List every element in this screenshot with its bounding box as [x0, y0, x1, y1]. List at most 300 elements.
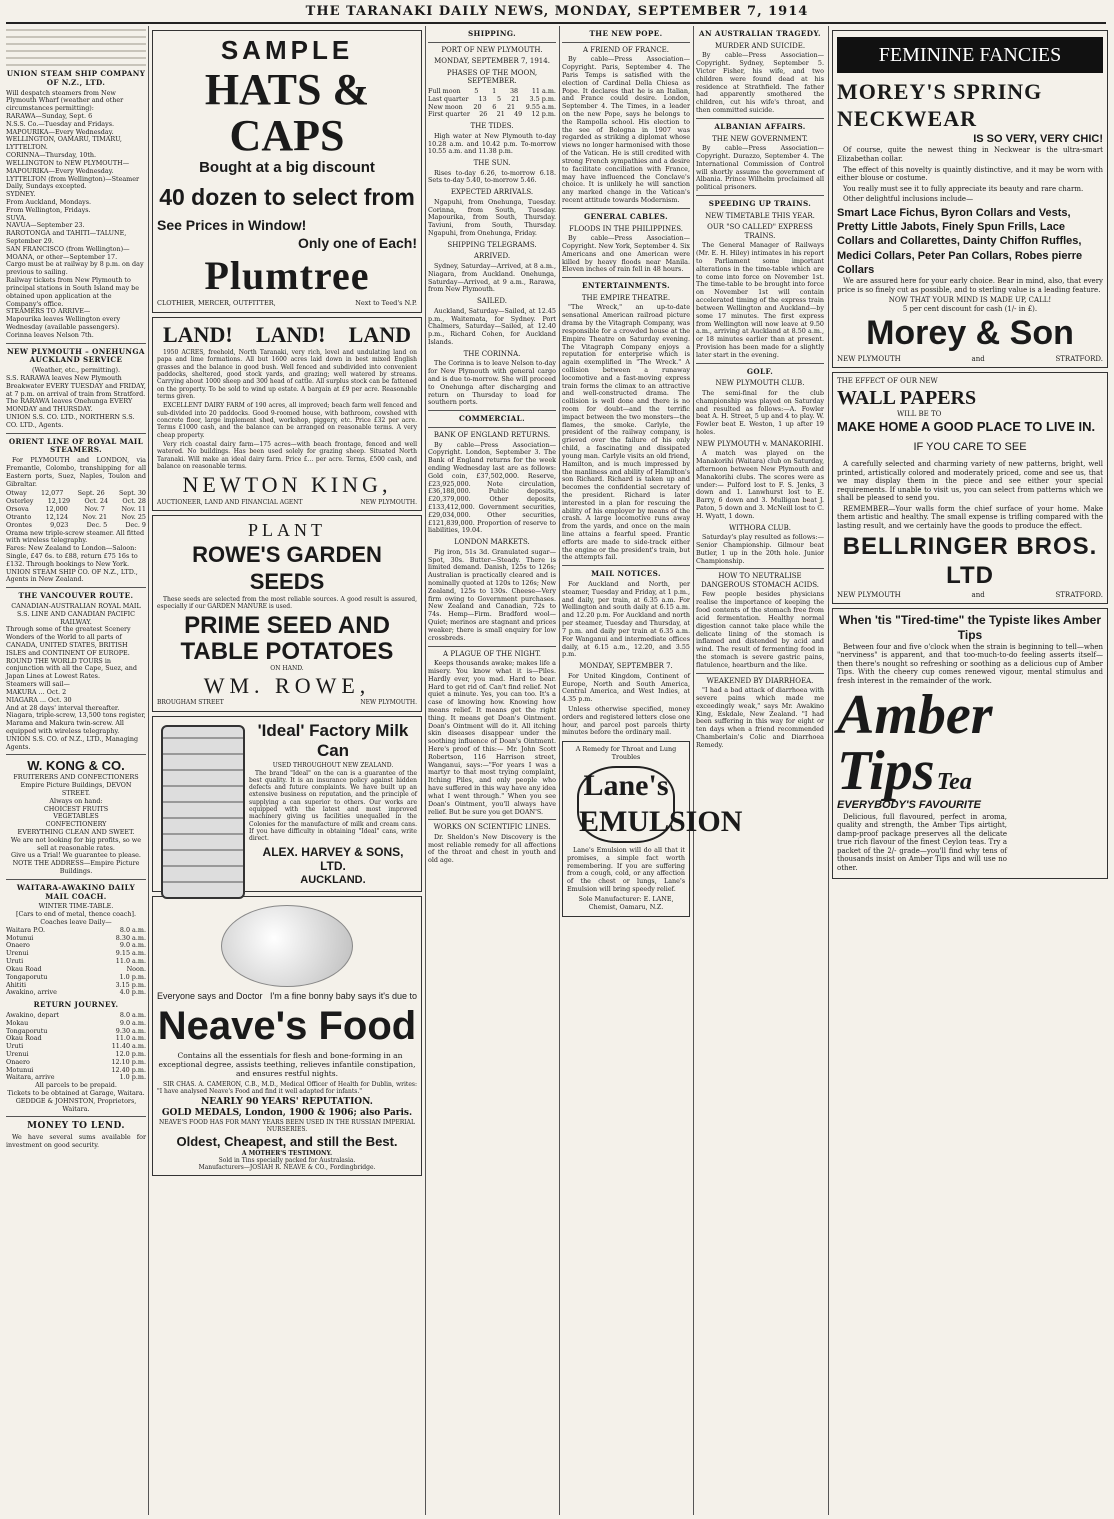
- general-heading: GENERAL CABLES.: [583, 211, 669, 221]
- neave-ad: [152, 896, 422, 1176]
- bellringer-sub: [837, 591, 1103, 600]
- empire-heading: THE EMPIRE THEATRE.: [581, 293, 671, 302]
- express-heading: OUR "SO CALLED" EXPRESS TRAINS.: [707, 223, 813, 240]
- smart-list: Smart Lace Fichus, Byron Collars and Vests, Pretty Little Jabots, Finely Spun Frills, Lace Collars and Collarettes, Dainty Chiffon Ruffles, Medici Collars, Peter Pan Collars, Robes pierre Collars: [837, 206, 1083, 276]
- land-paragraph: 1950 ACRES, freehold, North Taranaki, very rich, level and undulating land on papa and lime formations. All but 1600 acres laid down in best mixed English grasses and the balance in good bush. Well fenced and subdivided into convenient paddocks, sheltered, good stock yards, and grazing; well watered by streams. Carrying about 1000 sheep and 300 head of cattle. All surplus stock can be fattened on the property. To be sold to wind up estate. A bargain at £9 per acre. Reasonable terms given.: [157, 349, 417, 401]
- amber-paragraph: Between four and five o'clock when the strain is beginning to tell—when "nerviness" is apparent, and that too-much-to-do feeling asserts itself—then there's nought so refreshing or soothing as a delicious cup of Amber Tips. With the cheery cup comes renewed vigour, mental stimulus and fresh interest in the remainder of the work.: [837, 642, 1103, 685]
- list-item: SAN FRANCISCO (from Wellington)—MOANA, or other—September 17.: [6, 244, 130, 261]
- rowe-town: NEW PLYMOUTH.: [360, 699, 417, 707]
- monday-paragraph: For United Kingdom, Continent of Europe, North and South America, Central America, and West Indies, at 4.35 p.m.: [562, 671, 690, 704]
- table-cell: 8.30 a.m.: [115, 933, 146, 942]
- table-cell: Noon.: [126, 964, 146, 973]
- plumtree-address: Next to Teed's N.P.: [355, 299, 417, 308]
- and-word: and: [971, 354, 985, 363]
- union-title: UNION STEAM SHIP COMPANY OF N.Z., LTD.: [6, 69, 146, 87]
- vancouver-sub: CANADIAN-AUSTRALIAN ROYAL MAIL S.S. LINE AND CANADIAN PACIFIC RAILWAY.: [11, 601, 141, 626]
- sailed-paragraph: Auckland, Saturday—Sailed, at 12.45 p.m., Waitemata, for Sydney. Port Chalmers, Saturday—Sailed, at 12.40 p.m., Richard Cohen, for Auckland Islands.: [428, 306, 556, 346]
- table-cell: 5: [474, 86, 479, 95]
- table-cell: 9.0 a.m.: [119, 941, 146, 950]
- table-cell: 12,077: [41, 489, 64, 498]
- everyone-says: Everyone says and Doctor: [157, 991, 263, 1002]
- withora-heading: WITHORA CLUB.: [729, 523, 791, 532]
- list-item: Always on hand:: [49, 796, 103, 805]
- list-item: MAPOURIKA—Every Wednesday.: [6, 127, 114, 136]
- table-cell: Awakino, depart: [6, 1010, 59, 1019]
- new-pope-heading: THE NEW POPE.: [589, 29, 663, 38]
- table-cell: Uruti: [6, 957, 24, 966]
- bank-heading: BANK OF ENGLAND RETURNS.: [433, 430, 551, 439]
- remember-paragraph: REMEMBER—Your walls form the chief surface of your home. Make them artistic and healthy. The small expense is trifling compared with the lasting result, and we certainly have the goods to produce the effect.: [837, 504, 1103, 530]
- morey-paragraph: The effect of this novelty is quaintly distinctive, and it may be worn with either blouse or costume.: [837, 165, 1103, 183]
- ideal-sub: USED THROUGHOUT NEW ZEALAND.: [272, 762, 394, 770]
- newton-sub: [157, 499, 417, 506]
- list-item: GEDDGE & JOHNSTON, Proprietors, Waitara.: [15, 1096, 137, 1113]
- plumtree-sub: [157, 300, 417, 308]
- column-shipping-news: [428, 26, 556, 1516]
- rowes-paragraph: These seeds are selected from the most reliable sources. A good result is assured, especially if our GARDEN MANURE is used.: [157, 595, 417, 611]
- table-cell: Oct. 28: [122, 497, 146, 506]
- land-paragraph: EXCELLENT DAIRY FARM of 190 acres, all improved; beach farm well fenced and sub-divided into 20 paddocks. Good 9-roomed house, with bathroom, cowshed with concrete floor, large implement shed, workshop, piggery, etc. Price £32 per acre. Terms £1000 cash, and the balance can be arranged on reasonable terms. A very cheap property.: [157, 402, 417, 439]
- floods-paragraph: By cable—Press Association—Copyright. New York, September 4. Six Americans and one American were killed by heavy floods near Manila. Eleven inches of rain fell in 48 hours.: [562, 234, 690, 274]
- timetable-heading: NEW TIMETABLE THIS YEAR.: [705, 211, 815, 220]
- lanes-ad: [562, 741, 743, 916]
- column-rule: [828, 26, 829, 1515]
- table-cell: 26: [479, 110, 488, 119]
- milk-can-illustration: [161, 725, 245, 899]
- table-cell: 12.0 p.m.: [115, 1049, 146, 1058]
- table-cell: Nov. 21: [82, 512, 108, 521]
- table-cell: 12,000: [45, 505, 68, 514]
- neave-slogan: [157, 991, 417, 1002]
- bonny-baby: I'm a fine bonny baby says it's due to: [269, 991, 417, 1002]
- table-cell: Sept. 30: [118, 489, 146, 498]
- table-cell: 13: [478, 94, 487, 103]
- wkong-title: W. KONG & CO.: [27, 758, 125, 774]
- ideal-title: 'Ideal' Factory Milk Can: [257, 720, 409, 761]
- prime-heading: PRIME SEED AND TABLE POTATOES: [180, 611, 394, 665]
- list-item: RARAWA—Sunday, Sept. 6: [6, 112, 93, 120]
- rowes-heading: ROWE'S GARDEN SEEDS: [192, 542, 382, 595]
- wallpapers-heading: WALL PAPERS: [837, 386, 977, 409]
- hats-heading: HATS & CAPS: [204, 64, 370, 160]
- table-row: [428, 111, 556, 119]
- list-item: LYTTELTON (from Wellington)—Steamer Daily, Sundays excepted.: [6, 174, 140, 191]
- waitara-title: WAITARA-AWAKINO DAILY MAIL COACH.: [16, 882, 136, 901]
- tides-heading: THE TIDES.: [470, 122, 514, 131]
- list-item: Orama new triple-screw steamer. All fitted with wireless telegraphy.: [6, 528, 145, 545]
- table-cell: Waitara, arrive: [6, 1073, 55, 1082]
- table-cell: Dec. 9: [125, 520, 146, 529]
- oldest: Oldest, Cheapest, and still the Best.: [176, 1133, 398, 1149]
- table-cell: 11 a.m.: [531, 86, 556, 95]
- table-cell: Urenui: [6, 949, 29, 958]
- table-cell: 9.30 a.m.: [115, 1026, 146, 1035]
- arrived-heading: ARRIVED.: [473, 252, 511, 261]
- express-paragraph: The General Manager of Railways (Mr. E. H. Hiley) intimates in his report to Parliament some important alterations in the time-table which are to come into force on November 1st. The time-table to be brought into force on November 1st will contain accelerated timing of the express train between Wellington and Auckland—by some 17 minutes. The first express from Wellington will now leave at 9.50 a.m., arriving at Auckland at 8.50 a.m., or 18 minutes earlier than at present. Provision has been made for a slightly later start in the evening.: [696, 241, 824, 359]
- expected-heading: EXPECTED ARRIVALS.: [450, 188, 534, 197]
- return-table: [6, 1012, 146, 1082]
- table-cell: First quarter: [428, 110, 470, 119]
- hats-ad: [152, 30, 422, 313]
- tides-paragraph: High water at New Plymouth to-day 10.28 a.m. and 10.42 p.m. To-morrow 10.55 a.m. and 11.38 p.m.: [428, 131, 556, 156]
- table-cell: 38: [509, 86, 519, 95]
- list-item: RAROTONGA and TAHITI—TALUNE, September 29.: [6, 229, 127, 245]
- list-item: CHOICEST FRUITS: [43, 804, 109, 813]
- vancouver-title: THE VANCOUVER ROUTE.: [18, 591, 134, 601]
- table-cell: 9,023: [50, 520, 69, 529]
- table-cell: Dec. 5: [86, 520, 108, 529]
- sun-heading: THE SUN.: [473, 159, 511, 168]
- markets-paragraph: Pig iron, 51s 3d. Granulated sugar—Spot, 30s. Butter—Steady. There is limited demand. Danish, 125s to 126s; Australian is practically cleared and is nominally quoted at 120s to 126s; New Zealand, 125s to 130s. Cheese—Very firm owing to Government purchases. New Zealand and Canadian, 72s to 74s. Hemp—Firm. Bradford wool—Quiet; merinos are stagnant and prices weaker; there is small enquiry for low crossbreds.: [428, 547, 556, 642]
- list-item: CORINNA—Thursday, 10th.: [6, 151, 97, 160]
- make-home-line: MAKE HOME A GOOD PLACE TO LIVE IN.: [837, 418, 1096, 434]
- tired-line: When 'tis "Tired-time" the Typiste likes Amber Tips: [838, 613, 1102, 642]
- orient-lines: [6, 530, 146, 585]
- table-cell: New moon: [428, 102, 463, 111]
- port-heading: PORT OF NEW PLYMOUTH.: [441, 45, 543, 54]
- onehunga-lines: [6, 375, 146, 430]
- list-item: EVERYTHING CLEAN AND SWEET.: [17, 827, 135, 836]
- orient-title: ORIENT LINE OF ROYAL MAIL STEAMERS.: [8, 436, 144, 455]
- list-item: SUVA.: [6, 213, 27, 222]
- money-line: We have several sums available for investment on good security.: [6, 1133, 146, 1150]
- list-item: All parcels to be prepaid.: [35, 1081, 117, 1090]
- table-cell: Sept. 26: [77, 489, 105, 498]
- list-item: We are not looking for big profits, so we sell at reasonable rates.: [10, 835, 142, 852]
- murder-heading: MURDER AND SUICIDE.: [714, 41, 806, 50]
- lanes-paragraph: Lane's Emulsion will do all that it promises, a simple fact worth remembering. If you are suffering from a cough, cold, or any affection of the chest or lungs, Lane's Emulsion will bring speedy relief.: [567, 846, 685, 894]
- list-item: Tickets to be obtained at Garage, Waitara.: [7, 1089, 145, 1098]
- entertainments-heading: ENTERTAINMENTS.: [582, 281, 670, 291]
- murder-paragraph: By cable—Press Association—Copyright. Sydney, September 5. Victor Fisher, his wife, and two children were found dead at his residence at Strathfield. The father had apparently smothered the children, cut his wife's throat, and then committed suicide.: [696, 51, 824, 114]
- table-cell: 5: [496, 94, 502, 103]
- care-heading: IF YOU CARE TO SEE: [913, 440, 1027, 453]
- baby-illustration: [221, 905, 353, 987]
- remedy-line: A Remedy for Throat and Lung Troubles: [575, 745, 677, 761]
- amber-logo: Amber Tips: [837, 684, 993, 803]
- empire-paragraph: "The Wreck," an up-to-date sensational American railroad picture drama by the Vitagraph Company, was responsible for a crowded house at the Empire Theatre on Saturday evening. The Vitagraph Company enjoys a reputation for enterprise which is again exemplified in "The Wreck." A collision between a runaway locomotive and a fast-moving express train forms the climax to an attractive and well-constructed drama. The collision is well done and there is no room for doubt—and the terrific impact between the two monsters—the flames, the smoke. Carlyle, the president of the railway company, is grieved over the failure of his only child, a fascinating and dissipated young man. Carlyle visits an old friend, Hamilton, and is much impressed by the manliness and ability of Hamilton's son Richard. Richard is taken up and becomes the confidential secretary of the president. Richard is later interested in a plan for rescuing the ability of his employer by means of the crash. A large locomotive runs away from the yards, and once on the main line attains a fearful speed. Frantic efforts are made to side-track either the engine or the president's train, but the attempts fail.: [562, 303, 690, 562]
- list-item: UNION S.S. CO. of N.Z., LTD., Managing Agents.: [6, 734, 139, 751]
- table-cell: 6: [492, 102, 497, 111]
- russian: NEAVE'S FOOD HAS FOR MANY YEARS BEEN USED IN THE RUSSIAN IMPERIAL NURSERIES.: [159, 1119, 415, 1134]
- and-word: and: [971, 590, 985, 599]
- cameron-quote: SIR CHAS. A. CAMERON, C.B., M.D., Medical Officer of Health for Dublin, writes: "I have analysed Neave's Food and find it well adapted for infants.": [157, 1080, 417, 1095]
- morey-title: MOREY'S SPRING NECKWEAR: [837, 79, 1043, 132]
- list-item: Cargo must be at railway by 8 p.m. on day previous to sailing.: [6, 260, 144, 277]
- land-ad: [152, 317, 422, 511]
- list-item: The RARAWA leaves Onehunga EVERY MONDAY and THURSDAY.: [6, 397, 133, 414]
- on-hand: ON HAND.: [270, 665, 304, 673]
- table-cell: Orontes: [6, 520, 32, 529]
- effect-line: THE EFFECT OF OUR NEW: [837, 377, 938, 386]
- orient-table: [6, 490, 146, 529]
- list-item: Give us a Trial! We guarantee to please.: [11, 851, 141, 860]
- orient-intro: For PLYMOUTH and LONDON, via Fremantle, Colombo, transhipping for all Eastern ports, Suez, Naples, Toulon and Gibraltar.: [6, 456, 146, 488]
- bought-line: Bought at a big discount: [199, 159, 375, 177]
- testimony: A MOTHER'S TESTIMONY.: [241, 1149, 333, 1157]
- works-heading: WORKS ON SCIENTIFIC LINES.: [433, 823, 551, 832]
- bank-paragraph: By cable—Press Association—Copyright. London, September 3. The Bank of England returns for the week ending Wednesday last are as follows: Gold coin, £37,502,000. Reserve, £23,925,000. Note circulation, £36,188,000. Public deposits, £20,379,000. Other deposits, £133,412,000. Government securities, £29,034,000. Other securities, £121,839,000. Proportion of reserve to liabilities, 19.04.: [428, 440, 556, 535]
- lanes-foot: Sole Manufacturer: E. LANE, Chemist, Oamaru, N.Z.: [578, 894, 674, 911]
- masthead-rule: [6, 22, 1106, 24]
- list-item: UNION STEAM SHIP CO. OF N.Z., LTD., Agents in New Zealand.: [6, 567, 138, 584]
- neutralise-heading: HOW TO NEUTRALISE DANGEROUS STOMACH ACIDS.: [700, 572, 820, 589]
- wm-rowe: WM. ROWE,: [203, 672, 371, 698]
- table-cell: Okau Road: [6, 964, 42, 973]
- table-cell: Onaero: [6, 941, 30, 950]
- newton-king: NEWTON KING,: [182, 472, 392, 498]
- table-cell: 8.0 a.m.: [119, 925, 146, 934]
- list-item: N.S.S. Co.—Tuesday and Fridays.: [6, 119, 115, 128]
- list-item: UNION S.S. CO. LTD., NORTHERN S.S. CO. LTD., Agents.: [6, 413, 135, 429]
- table-cell: 1.0 p.m.: [119, 1073, 146, 1082]
- list-item: From Wellington, Fridays.: [6, 205, 91, 214]
- milkcan-ad: [152, 716, 422, 893]
- money-title: MONEY TO LEND.: [27, 1121, 125, 1132]
- list-item: Niagara, triple-screw, 13,500 tons register, Marama and Makura twin-screw. All equipped with wireless telegraphy.: [6, 711, 146, 735]
- list-item: Will despatch steamers from New Plymouth Wharf (weather and other circumstances permitting):: [6, 88, 124, 113]
- corinna-paragraph: The Corinna is to leave Nelson to-day for New Plymouth with general cargo and is due to-morrow. She will proceed to Onehunga after discharging and return on Thursday to load for southern ports.: [428, 359, 556, 407]
- monday-heading: MONDAY, SEPTEMBER 7.: [579, 662, 673, 671]
- list-item: Fares: New Zealand to London—Saloon: Single, £47 6s. to £88, return £75 16s to £132. Through bookings to New York.: [6, 544, 138, 568]
- table-cell: 21: [511, 94, 520, 103]
- column-rule: [559, 26, 560, 1515]
- land-word: LAND: [348, 322, 411, 348]
- table-cell: 20: [473, 102, 482, 111]
- sun-paragraph: Rises to-day 6.26, to-morrow 6.18. Sets to-day 5.40, to-morrow 5.46.: [428, 168, 556, 185]
- morey-paragraph: Of course, quite the newest thing in Neckwear is the ultra-smart Elizabethan collar.: [837, 146, 1103, 163]
- table-cell: Osterley: [6, 497, 34, 506]
- column-display-ads: [152, 26, 422, 1516]
- table-cell: 9.0 a.m.: [119, 1018, 146, 1027]
- column-rule: [693, 26, 694, 1515]
- list-item: VEGETABLES: [53, 812, 99, 821]
- list-item: NAVUA—September 23.: [6, 221, 85, 230]
- plumtree-logo: Plumtree: [204, 252, 370, 298]
- seeds-ad: [152, 515, 422, 711]
- list-item: And at 28 days' interval thereafter.: [6, 703, 120, 712]
- moon-table: [428, 88, 556, 119]
- wallpaper-ad: [832, 372, 1108, 604]
- list-item: FRUITERERS AND CONFECTIONERS: [13, 773, 139, 782]
- onehunga-title: NEW PLYMOUTH – ONEHUNGA AUCKLAND SERVICE: [7, 346, 145, 365]
- will-be-line: WILL BE TO: [897, 410, 942, 419]
- manakorihi-paragraph: A match was played on the Manakorihi (Waitara) club on Saturday, afternoon between New Plymouth and Manakorihi clubs. The scores were as under:— Pulford lost to F. S. Jenks, 3 down and 1. Lanwhurst lost to E. Barry, 6 down and 3. Mulligan beat J. Paton, 5 down and 3. McNeill lost to C. H. Wyatt, 1 down.: [696, 449, 824, 520]
- waitara-note: [Cars to end of metal, thence coach]. Coaches leave Daily—: [15, 910, 137, 927]
- golf-heading: GOLF.: [746, 366, 774, 376]
- albanian-heading: ALBANIAN AFFAIRS.: [714, 121, 806, 131]
- table-cell: 3.5 p.m.: [529, 94, 556, 103]
- only-one-line: Only one of Each!: [297, 234, 417, 251]
- table-cell: 49: [514, 110, 523, 119]
- table-cell: Otranto: [6, 512, 32, 521]
- speeding-heading: SPEEDING UP TRAINS.: [708, 199, 812, 208]
- shipping-heading: SHIPPING.: [467, 29, 517, 38]
- onehunga-sub: (Weather, etc., permitting).: [32, 366, 120, 375]
- sample-heading: SAMPLE: [220, 35, 354, 65]
- table-cell: 12.10 p.m.: [111, 1057, 146, 1066]
- table-cell: Orsova: [6, 505, 29, 514]
- table-cell: 12,124: [45, 512, 69, 521]
- friend-paragraph: By cable—Press Association—Copyright. Paris, September 4. The Paris Temps is satisfied with the election of Cardinal Della Chiesa as Pope. It declares that he is an Italian, and France could desire. London, September 4. The Times, in a leader on the new Pope, says he belongs to the Rampolla school. His election to the see of Bologna in 1907 was regarded as striking a diplomat whose views no longer harmonised with those of the Vatican. He is still credited with strong French sympathies and a desire to facilitate conciliation with France, may have influenced the Conclave's choice. It is unlikely he will sanction any marked change in the Vatican's recent attitude towards Modernism.: [562, 55, 690, 204]
- column-rule: [425, 26, 426, 1515]
- mind-line: NOW THAT YOUR MIND IS MADE UP, CALL!: [888, 296, 1052, 305]
- town: STRATFORD.: [1055, 354, 1103, 363]
- return-title: RETURN JOURNEY.: [33, 1000, 119, 1010]
- list-item: Corinna leaves Nelson 7th.: [6, 330, 94, 339]
- table-cell: 3.15 p.m.: [115, 980, 146, 989]
- land-word: LAND!: [163, 322, 233, 348]
- table-cell: Mokau: [6, 1018, 29, 1027]
- commercial-heading: COMMERCIAL.: [459, 414, 525, 424]
- chic-line: IS SO VERY, VERY CHIC!: [973, 133, 1103, 146]
- table-cell: Nov. 25: [121, 512, 146, 521]
- table-cell: 12 p.m.: [531, 110, 556, 119]
- floods-heading: FLOODS IN THE PHILIPPINES.: [568, 224, 684, 233]
- list-item: Mapourika leaves Wellington every Wednesday (available passengers).: [6, 315, 121, 331]
- waitara-footer: [6, 1082, 146, 1113]
- waitara-table: [6, 927, 146, 997]
- tragedy-heading: AN AUSTRALIAN TRAGEDY.: [699, 29, 821, 38]
- table-cell: 12.40 p.m.: [111, 1065, 146, 1074]
- medals: GOLD MEDALS, London, 1900 & 1906; also Paris.: [161, 1108, 413, 1119]
- tea-word: Tea: [936, 769, 972, 796]
- table-cell: Motunui: [6, 1065, 34, 1074]
- telegrams-heading: SHIPPING TELEGRAMS.: [447, 240, 537, 249]
- amber-tips-ad: [832, 608, 1108, 879]
- friend-heading: A FRIEND OF FRANCE.: [582, 45, 670, 54]
- plant-heading: PLANT: [248, 520, 326, 541]
- mail-heading: MAIL NOTICES.: [591, 569, 661, 579]
- expected-paragraph: Ngapuhi, from Onehunga, Tuesday. Corinna, from South, Tuesday. Mapourika, from South, Thursday. Taviuni, from South, Thursday. Ngapuhi, from Onehunga, Friday.: [428, 197, 556, 238]
- morey-son-logo: Morey & Son: [866, 314, 1074, 353]
- list-item: WELLINGTON to NEW PLYMOUTH—MAPOURIKA—Every Wednesday.: [6, 158, 130, 175]
- bellringer-logo: BELLRINGER BROS. LTD: [842, 533, 1098, 590]
- unless-paragraph: Unless otherwise specified, money orders and registered letters close one hour, and parcel post parcels thirty minutes before the ordinary mail.: [562, 704, 690, 737]
- column-news: [562, 26, 743, 1516]
- npclub-heading: NEW PLYMOUTH CLUB.: [715, 379, 805, 388]
- table-cell: 21: [506, 102, 516, 111]
- lanes-logo: Lane's EMULSION: [577, 766, 675, 843]
- table-cell: Waitara P.O.: [6, 925, 46, 934]
- list-item: Railway tickets from New Plymouth to principal stations in South Island may be obtained upon application at the Company's office.: [6, 276, 139, 308]
- table-cell: Okau Road: [6, 1034, 42, 1043]
- list-item: WELLINGTON, OAMARU, TIMARU, LYTTELTON.: [6, 135, 122, 152]
- list-item: Empire Picture Buildings, DEVON STREET.: [20, 781, 132, 797]
- table-cell: Tongaporutu: [6, 972, 48, 981]
- vancouver-lines: [6, 626, 146, 751]
- sold: Sold in Tins specially packed for Australasia.: [218, 1156, 356, 1164]
- neutralise-paragraph: Few people besides physicians realise the importance of keeping the food contents of the stomach free from acid fermentation. Healthy normal digestion cannot take place while the delicate lining of the stomach is inflamed and distended by acid and wind. The result of fermenting food in the stomach is severe gastric pains, flatulence, heartburn and the like.: [696, 590, 824, 669]
- morey-paragraph: You really must see it to fully appreciate its beauty and rare charm.: [843, 184, 1084, 193]
- town: NEW PLYMOUTH: [837, 590, 901, 599]
- manufacturers: Manufacturers—JOSIAH R. NEAVE & CO., Fordingbridge.: [198, 1164, 376, 1172]
- table-cell: Ahititi: [6, 980, 26, 989]
- table-cell: Last quarter: [428, 94, 469, 103]
- table-cell: 9.55 a.m.: [525, 102, 556, 111]
- table-cell: 21: [496, 110, 505, 119]
- masthead: THE TARANAKI DAILY NEWS, MONDAY, SEPTEMBER 7, 1914: [305, 4, 809, 19]
- neave-paragraph: Contains all the essentials for flesh and bone-forming in an exceptional degree, assists teething, relieves infantile constipation, and ensures restful nights.: [158, 1051, 416, 1079]
- table-row: [6, 989, 146, 997]
- feminine-fancies-banner: FEMININE FANCIES: [837, 37, 1103, 73]
- govt-paragraph: By cable—Press Association—Copyright. Durazzo, September 4. The International Commission of Control will shortly assume the government of Albania. Prince Wilhelm proclaimed all political prisoners.: [696, 144, 824, 192]
- newton-town: NEW PLYMOUTH.: [360, 498, 417, 506]
- union-lines: [6, 90, 146, 340]
- diarrhoea-heading: WEAKENED BY DIARRHOEA.: [706, 676, 814, 685]
- favourite-line: EVERYBODY'S FAVOURITE: [837, 799, 982, 812]
- morey-ad: [832, 30, 1108, 368]
- morey-paragraph: Other delightful inclusions include—: [843, 195, 974, 204]
- list-item: Through some of the greatest Scenery Wonders of the World to all parts of CANADA, UNITED STATES, BRITISH ISLES and CONTINENT OF EUROPE. ROUND THE WORLD TOURS in conjunction with all the Cape, Suez, and Japan Lines at Lowest Rates.: [6, 625, 137, 681]
- wkong-lines: [6, 774, 146, 876]
- table-cell: 1: [492, 86, 497, 95]
- withora-paragraph: Saturday's play resulted as follows:— Senior Championship. Gilmour beat Butler, 1 up in the 20th hole. Junior Championship.: [696, 533, 824, 565]
- table-cell: Awakino, arrive: [6, 988, 57, 997]
- list-item: STEAMERS TO ARRIVE—: [6, 307, 91, 316]
- list-item: NOTE THE ADDRESS—Empire Picture Buildings.: [12, 859, 140, 876]
- prices-line: See Prices in Window!: [157, 217, 307, 234]
- govt-heading: THE NEW GOVERNMENT.: [712, 134, 808, 143]
- npclub-paragraph: The semi-final for the club championship was played on Saturday and resulted as follows:—A. Fowler beat A. H. Street, 5 up and 4 to play. W. Fowler beat E. Weston, 1 up after 19 holes.: [696, 388, 824, 436]
- list-item: CONFECTIONERY: [45, 820, 107, 829]
- corinna-heading: THE CORINNA.: [463, 349, 521, 358]
- table-cell: 4.0 p.m.: [119, 988, 146, 997]
- plague-paragraph: Keeps thousands awake; makes life a misery. You know what it is—Piles. Hardly ever, you mad. Hard to bear. Hard to get rid of. Can't find relief. Not quiet a minute. Yes, you can too. It's a case of knowing how. Knowing how means relief. It means get the right thing. It means get Doan's Ointment. Doan's Ointment will do it. All itching skin diseases disappear under the soothing influence of Doan's Ointment. Here's proof of this:— Mr. John Scott Robertson, 116 Harrison street, Wanganui, says:—"For years I was a martyr to that most trying complaint, Itching Piles, and only people who have suffered in this way have any idea what I went through." When you see Doan's Ointment, you'll always have relief. But be sure you get DOAN'S.: [428, 659, 556, 816]
- table-cell: Full moon: [428, 86, 461, 95]
- reputation: NEARLY 90 YEARS' REPUTATION.: [201, 1097, 373, 1108]
- morey-son-sub: [837, 355, 1103, 364]
- phases-heading: PHASES OF THE MOON, SEPTEMBER.: [446, 68, 538, 86]
- table-cell: Nov. 11: [121, 505, 146, 514]
- table-cell: Uruti: [6, 1042, 24, 1051]
- ideal-paragraph: The brand "Ideal" on the can is a guarantee of the best quality. It is an insurance policy against hidden defects and future complaints. We have built up an extensive business on reputation, and the principle of supplying a can superior to others. Our works are equipped with the latest and most improved machinery giving us facilities unequalled in the Colonies for the manufacture of milk and cream cans. If you have difficulty in obtaining "Ideal" cans, write direct.: [249, 769, 417, 843]
- ship-illustration: [6, 28, 146, 66]
- plumtree-trade: CLOTHIER, MERCER, OUTFITTER,: [157, 299, 276, 308]
- rowe-street: BROUGHAM STREET: [157, 699, 224, 707]
- mail-paragraph: For Auckland and North, per steamer, Tuesday and Friday, at 1 p.m., and daily, per train, at 6.35 a.m. For Wellington and south daily at 6.15 a.m. and 12.20 p.m. For Auckland and north per steamer, Tuesday and Thursday, at 7 p.m. and daily per train at 6.35 a.m. For Wanganui and intermediate offices daily, at 6.15 a.m., 12.20, and 3.55 p.m.: [562, 580, 690, 659]
- table-cell: 1.0 p.m.: [119, 972, 146, 981]
- discount-line: 5 per cent discount for cash (1/- in £).: [902, 304, 1038, 313]
- table-cell: Oct. 24: [84, 497, 109, 506]
- table-cell: 11.0 a.m.: [115, 957, 146, 966]
- list-item: SYDNEY.: [6, 190, 36, 199]
- table-cell: Tongaporutu: [6, 1026, 48, 1035]
- table-cell: Motunui: [6, 933, 34, 942]
- care-paragraph: A carefully selected and charming variety of new patterns, bright, well printed, artistically colored and moderately priced, come and see us, that we may display them in the piece and see either your special requirements. If unable to visit us, you can select from patterns which we shall be pleased to send you.: [837, 459, 1103, 503]
- list-item: Steamers will sail—: [6, 680, 70, 689]
- list-item: NIAGARA ... Oct. 30: [6, 695, 72, 704]
- table-cell: Nov. 7: [84, 505, 105, 514]
- column-cables: [696, 26, 824, 1516]
- town: NEW PLYMOUTH: [837, 354, 901, 363]
- date-line: MONDAY, SEPTEMBER 7, 1914.: [434, 57, 550, 66]
- column-shipping-ads: [6, 26, 146, 1516]
- table-cell: 8.0 a.m.: [119, 1010, 146, 1019]
- manakorihi-heading: NEW PLYMOUTH v. MANAKORIHI.: [696, 439, 824, 448]
- town: STRATFORD.: [1055, 590, 1103, 599]
- sailed-heading: SAILED.: [477, 297, 507, 306]
- table-cell: Onaero: [6, 1057, 30, 1066]
- morey-paragraph: We are assured here for your early choice. Bear in mind, also, that every price is so finely cut as possible, and to sterling value is a leading feature.: [837, 277, 1103, 294]
- list-item: From Auckland, Mondays.: [6, 197, 92, 206]
- waitara-sub: WINTER TIME-TABLE.: [38, 902, 114, 911]
- dozen-line: 40 dozen to select from: [159, 184, 415, 211]
- auckland: AUCKLAND.: [300, 873, 366, 886]
- amber-logo-row: [837, 684, 1103, 803]
- works-paragraph: Dr. Sheldon's New Discovery is the most reliable remedy for all affections of the throat and chest in youth and old age.: [428, 832, 556, 865]
- rowe-sub: [157, 699, 417, 706]
